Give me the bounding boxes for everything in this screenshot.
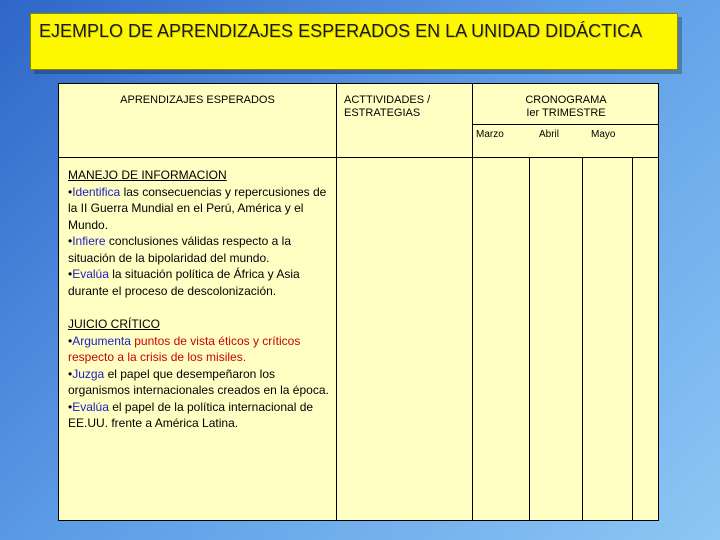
item-text: el papel de la política internacional de EE.UU. frente a América Latina. xyxy=(68,399,314,430)
item-text: las consecuencias y repercusiones de la II Guerra Mundial en el Perú, América y el Mundo. xyxy=(68,184,327,232)
slide-title-text: EJEMPLO DE APRENDIZAJES ESPERADOS EN LA UNIDAD DIDÁCTICA xyxy=(39,21,643,41)
verb: Argumenta xyxy=(72,333,131,348)
list-item xyxy=(68,366,334,399)
list-item xyxy=(68,266,334,299)
section-heading-manejo: MANEJO DE INFORMACION xyxy=(68,168,227,182)
month-marzo: Marzo xyxy=(476,129,504,140)
item-text: conclusiones válidas respecto a la situación de la bipolaridad del mundo. xyxy=(68,234,291,265)
item-text: la situación política de África y Asia durante el proceso de descolonización. xyxy=(68,267,300,298)
bullet: • xyxy=(68,184,73,199)
list-item xyxy=(68,399,334,432)
verb: Evalúa xyxy=(72,399,109,414)
list-item xyxy=(68,333,334,366)
verb: Juzga xyxy=(72,366,105,381)
column-divider xyxy=(472,84,473,520)
learning-table xyxy=(58,83,659,521)
month-mayo: Mayo xyxy=(591,129,616,140)
verb: Evalúa xyxy=(72,267,109,281)
verb: Identifica xyxy=(72,184,121,199)
item-text: puntos de vista éticos y críticos respecto a la crisis de los misiles. xyxy=(68,333,301,364)
header-aprendizajes: APRENDIZAJES ESPERADOS xyxy=(120,94,275,106)
bullet: • xyxy=(68,366,73,381)
month-divider xyxy=(582,157,583,520)
bullet: • xyxy=(68,399,73,414)
header-trimestre: Ier TRIMESTRE xyxy=(526,107,606,119)
month-divider xyxy=(529,157,530,520)
item-text: el papel que desempeñaron los organismos internacionales creados en la época. xyxy=(68,366,329,397)
verb: Infiere xyxy=(72,234,106,248)
cronograma-divider xyxy=(472,124,658,125)
header-actividades: ACTTIVIDADES / ESTRATEGIAS xyxy=(344,94,431,119)
header-cronograma xyxy=(472,94,660,120)
learning-outcomes xyxy=(68,167,334,432)
bullet: • xyxy=(68,234,73,248)
bullet: • xyxy=(68,333,73,348)
header-divider xyxy=(59,157,658,158)
list-item xyxy=(68,233,334,266)
section-heading-juicio: JUICIO CRÍTICO xyxy=(68,317,160,331)
header-cronograma-title: CRONOGRAMA xyxy=(525,94,607,106)
month-abril: Abril xyxy=(539,129,560,140)
list-item xyxy=(68,184,334,234)
slide-title xyxy=(30,13,678,70)
column-divider xyxy=(336,84,337,520)
bullet: • xyxy=(68,267,73,281)
month-divider xyxy=(632,157,633,520)
